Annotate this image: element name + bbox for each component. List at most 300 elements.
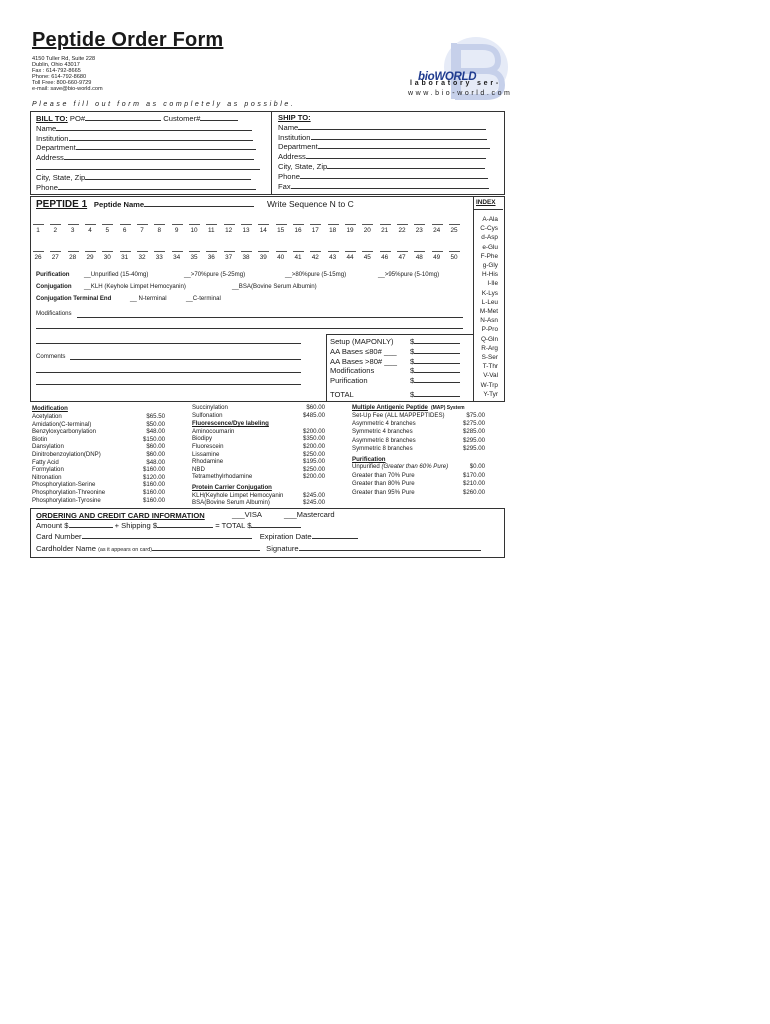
ship-address-label: Address xyxy=(278,152,306,162)
fluorescence-price: $250.00 xyxy=(302,450,325,458)
po-label: PO# xyxy=(69,114,86,123)
index-item: W-Trp xyxy=(480,381,498,389)
purification-options xyxy=(36,271,70,278)
cost-dollar: $ xyxy=(410,389,415,399)
expiration-label: Expiration Date xyxy=(259,532,312,541)
map-purification-name: Greater than 70% Pure xyxy=(352,471,415,479)
fluorescence-price: $200.00 xyxy=(302,473,325,481)
address-line: Dublin, Ohio 43017 xyxy=(32,62,80,69)
sequence-position-number: 17 xyxy=(311,227,319,234)
modification-price: $48.00 xyxy=(146,458,165,466)
bill-name-field[interactable] xyxy=(56,124,252,131)
modification-name: Fatty Acid xyxy=(32,458,59,466)
sequence-residue-line[interactable] xyxy=(345,251,356,252)
index-item: F-Phe xyxy=(480,252,498,260)
customer-field[interactable] xyxy=(200,114,238,121)
cost-setup-label: Setup (MAPONLY) xyxy=(330,337,394,346)
visa-option[interactable]: ___VISA xyxy=(232,510,262,519)
conj-klh-option[interactable]: __KLH (Keyhole Limpet Hemocyanin) xyxy=(84,283,186,290)
card-number-field[interactable] xyxy=(82,532,252,539)
sequence-residue-line[interactable] xyxy=(362,224,373,225)
signature-field[interactable] xyxy=(299,544,481,551)
middle-item-price: $485.00 xyxy=(302,411,325,419)
peptide-header xyxy=(36,199,354,210)
ship-city-label: City, State, Zip xyxy=(278,161,328,171)
sequence-residue-line[interactable] xyxy=(224,251,235,252)
cardholder-field[interactable] xyxy=(152,544,260,551)
terminal-label: Conjugation Terminal End xyxy=(36,295,112,302)
peptide-name-field[interactable] xyxy=(144,200,254,207)
middle-item-price: $60.00 xyxy=(306,404,325,411)
sequence-position-number: 33 xyxy=(155,254,163,261)
index-item: d-Asp xyxy=(481,234,498,242)
bill-phone-field[interactable] xyxy=(58,183,256,190)
sequence-position-number: 40 xyxy=(277,254,285,261)
carrier-heading: Protein Carrier Conjugation xyxy=(192,484,272,491)
sequence-position-number: 48 xyxy=(415,254,423,261)
modification-name: Nitronation xyxy=(32,473,62,481)
address-line: 4150 Tuller Rd, Suite 228 xyxy=(32,56,96,62)
sequence-position-number: 25 xyxy=(450,227,458,234)
modification-name: Acetylation xyxy=(32,413,62,420)
cardholder-label: Cardholder Name xyxy=(36,544,96,553)
fluorescence-name: Aminocoumarin xyxy=(192,427,235,435)
index-item: C-Cys xyxy=(480,225,498,233)
sequence-position-number: 14 xyxy=(259,227,267,234)
mastercard-option[interactable]: ___Mastercard xyxy=(284,510,335,519)
purif-80-option[interactable]: __>80%pure (5-15mg) xyxy=(285,271,347,278)
sequence-position-number: 6 xyxy=(122,227,127,234)
terminal-c-option[interactable]: __C-terminal xyxy=(186,295,221,302)
map-heading: Multiple Antigenic Peptide xyxy=(352,404,428,411)
index-item: R-Arg xyxy=(481,344,498,352)
map-item-price: $75.00 xyxy=(466,411,485,419)
sequence-position-number: 3 xyxy=(70,227,75,234)
cost-dollar: $ xyxy=(410,346,415,356)
index-item: S-Ser xyxy=(481,354,498,361)
address-line: Fax : 614-792-8665 xyxy=(32,68,81,75)
modifications-field[interactable] xyxy=(77,317,463,318)
map-purification-price: $0.00 xyxy=(469,463,485,471)
fluorescence-price: $195.00 xyxy=(302,458,325,466)
sequence-position-number: 22 xyxy=(398,227,406,234)
map-item-price: $285.00 xyxy=(462,428,485,436)
sequence-position-number: 18 xyxy=(329,227,337,234)
cost-values xyxy=(410,337,460,400)
cost-aa-le80-field[interactable] xyxy=(414,347,460,354)
modification-name: Phosphorylation-Serine xyxy=(32,481,96,489)
sequence-position-number: 42 xyxy=(311,254,319,261)
sequence-position-number: 46 xyxy=(381,254,389,261)
bill-phone-label: Phone xyxy=(36,182,58,192)
ship-phone-label: Phone xyxy=(278,171,300,181)
index-item: Y-Tyr xyxy=(483,390,498,398)
amount-label: Amount $ xyxy=(36,521,69,530)
terminal-n-option[interactable]: __ N-terminal xyxy=(130,295,167,302)
conjugation-label: Conjugation xyxy=(36,283,72,290)
map-heading-small: (MAP) System xyxy=(430,405,465,411)
fluorescence-name: Fluorescein xyxy=(192,443,224,450)
modification-price: $160.00 xyxy=(142,496,165,504)
bill-to-heading: BILL TO: xyxy=(36,114,68,123)
payment-header xyxy=(36,511,205,520)
amount-row xyxy=(36,521,301,531)
fluorescence-name: Rhodamine xyxy=(192,458,224,466)
card-row xyxy=(36,532,358,542)
sequence-position-number: 24 xyxy=(433,227,441,234)
sequence-position-number: 23 xyxy=(415,227,423,234)
map-purification-name: Unpurified (Greater than 60% Pure) xyxy=(352,463,449,471)
sequence-residue-line[interactable] xyxy=(276,251,287,252)
sequence-residue-line[interactable] xyxy=(449,224,460,225)
sequence-residue-line[interactable] xyxy=(328,251,339,252)
sequence-residue-line[interactable] xyxy=(380,224,391,225)
bill-address-label: Address xyxy=(36,153,64,163)
sequence-residue-line[interactable] xyxy=(189,224,200,225)
sequence-residue-line[interactable] xyxy=(154,224,165,225)
po-field[interactable] xyxy=(85,114,161,121)
bill-institution-label: Institution xyxy=(36,133,69,143)
sequence-position-number: 26 xyxy=(34,254,42,261)
cost-dollar: $ xyxy=(410,337,415,346)
comments-field-3[interactable] xyxy=(36,384,301,385)
bill-address-field-2[interactable] xyxy=(36,163,260,170)
sequence-residue-line[interactable] xyxy=(432,224,443,225)
ship-fax-field[interactable] xyxy=(291,182,489,189)
modification-price: $48.00 xyxy=(146,428,165,436)
sequence-position-number: 36 xyxy=(207,254,215,261)
sequence-residue-line[interactable] xyxy=(120,224,131,225)
ship-city-field[interactable] xyxy=(327,162,485,169)
sequence-residue-line[interactable] xyxy=(449,251,460,252)
sequence-residue-line[interactable] xyxy=(258,224,269,225)
ship-institution-label: Institution xyxy=(278,132,311,142)
sequence-position-number: 12 xyxy=(225,227,233,234)
ship-department-field[interactable] xyxy=(318,142,490,149)
map-purification-heading: Purification xyxy=(352,455,386,463)
modification-name: Phosphorylation-Tyrosine xyxy=(32,496,101,504)
sequence-position-number: 13 xyxy=(242,227,250,234)
sequence-position-number: 27 xyxy=(51,254,59,261)
modification-price: $120.00 xyxy=(142,473,165,481)
cost-total-label: TOTAL xyxy=(330,389,354,399)
sequence-position-number: 31 xyxy=(121,254,129,261)
sequence-residue-line[interactable] xyxy=(241,251,252,252)
fluorescence-price: $350.00 xyxy=(302,435,325,443)
cost-aa-gt80-field[interactable] xyxy=(414,357,460,364)
form-title: Peptide Order Form xyxy=(32,29,224,51)
modifications-field-3[interactable] xyxy=(36,343,301,344)
sequence-residue-line[interactable] xyxy=(414,224,425,225)
shipping-label: + Shipping $ xyxy=(114,521,158,530)
index-item: V-Val xyxy=(483,372,498,380)
modifications-field-2[interactable] xyxy=(36,328,463,329)
logo-subtitle: laboratory ser- xyxy=(410,80,502,87)
sequence-position-number: 45 xyxy=(363,254,371,261)
sequence-residue-line[interactable] xyxy=(137,224,148,225)
sequence-residue-line[interactable] xyxy=(206,251,217,252)
sequence-position-number: 19 xyxy=(346,227,354,234)
modification-price: $160.00 xyxy=(142,466,165,474)
index-item: N-Asn xyxy=(480,317,498,325)
bill-department-field[interactable] xyxy=(76,143,256,150)
fluorescence-name: Tetramethylrhodamine xyxy=(192,473,253,481)
sequence-residue-line[interactable] xyxy=(310,224,321,225)
logo-text: bioWORLD xyxy=(418,71,477,83)
map-purification-name: Greater than 80% Pure xyxy=(352,480,415,488)
modification-name: Benzyloxycarbonylation xyxy=(32,428,97,436)
sequence-residue-line[interactable] xyxy=(120,251,131,252)
sequence-position-number: 10 xyxy=(190,227,198,234)
sequence-residue-line[interactable] xyxy=(172,224,183,225)
fluorescence-name: Lissamine xyxy=(192,450,220,458)
cardholder-note: (as it appears on card) xyxy=(98,547,152,553)
modification-price: $150.00 xyxy=(142,435,165,443)
address-line: e-mail: save@bio-world.com xyxy=(32,86,103,93)
purification-label: Purification xyxy=(36,271,70,278)
modification-price: $60.00 xyxy=(146,451,165,458)
map-item-price: $295.00 xyxy=(462,445,485,453)
sequence-position-number: 29 xyxy=(86,254,94,261)
ship-name-field[interactable] xyxy=(298,123,486,130)
purity-note: (Greater than 60% Pure) xyxy=(381,463,449,471)
sequence-position-number: 38 xyxy=(242,254,250,261)
carrier-name: KLH(Keyhole Limpet Hemocyanin xyxy=(192,491,284,499)
sequence-position-number: 28 xyxy=(69,254,77,261)
cost-modifications-field[interactable] xyxy=(414,366,460,373)
fluorescence-name: Biodipy xyxy=(192,435,212,443)
purif-unpurified-option[interactable]: __Unpurified (15-40mg) xyxy=(84,271,149,278)
sequence-residue-line[interactable] xyxy=(345,224,356,225)
sequence-residue-line[interactable] xyxy=(189,251,200,252)
sequence-position-number: 41 xyxy=(294,254,302,261)
carrier-name: BSA(Bovine Serum Albumin) xyxy=(192,499,270,507)
sequence-residue-line[interactable] xyxy=(68,224,79,225)
index-heading: INDEX xyxy=(476,199,496,206)
sequence-residue-line[interactable] xyxy=(33,251,44,252)
modification-name: Dansylation xyxy=(32,443,64,451)
sequence-residue-line[interactable] xyxy=(414,251,425,252)
map-item-name: Symmetric 8 branches xyxy=(352,445,413,453)
bill-institution-field[interactable] xyxy=(69,134,253,141)
sequence-residue-line[interactable] xyxy=(328,224,339,225)
cost-setup-field[interactable] xyxy=(414,337,460,344)
cost-dollar: $ xyxy=(410,356,415,366)
sequence-residue-line[interactable] xyxy=(137,251,148,252)
sequence-residue-line[interactable] xyxy=(85,224,96,225)
cost-modifications-label: Modifications xyxy=(330,366,375,376)
sequence-residue-line[interactable] xyxy=(50,224,61,225)
index-item: P-Pro xyxy=(481,326,498,334)
map-item-name: Asymmetric 4 branches xyxy=(352,420,416,427)
ship-name-label: Name xyxy=(278,122,299,132)
sequence-position-number: 7 xyxy=(140,227,144,234)
comments-field[interactable] xyxy=(70,359,301,360)
sequence-residue-line[interactable] xyxy=(50,251,61,252)
fluorescence-price: $250.00 xyxy=(302,465,325,473)
map-item-name: Symmetric 4 branches xyxy=(352,428,413,436)
sequence-position-number: 49 xyxy=(433,254,441,261)
sequence-residue-line[interactable] xyxy=(276,224,287,225)
index-item: K-Lys xyxy=(481,289,498,297)
sequence-position-number: 20 xyxy=(363,227,371,234)
card-number-label: Card Number xyxy=(36,532,82,541)
sequence-position-number: 2 xyxy=(53,227,58,234)
ship-fax-label: Fax xyxy=(278,181,291,191)
expiration-field[interactable] xyxy=(312,532,358,539)
cost-aa-le80-label: AA Bases ≤80# ___ xyxy=(330,346,397,356)
total-label: = TOTAL $ xyxy=(215,521,252,530)
ship-department-label: Department xyxy=(278,142,318,152)
fluorescence-price: $200.00 xyxy=(302,443,325,450)
signature-label: Signature xyxy=(266,544,299,553)
sequence-residue-line[interactable] xyxy=(397,251,408,252)
logo-url: www.bio-world.com xyxy=(408,90,513,97)
modification-price: $160.00 xyxy=(142,489,165,496)
cost-dollar: $ xyxy=(410,376,415,386)
sequence-position-number: 21 xyxy=(381,227,389,234)
sequence-residue-line[interactable] xyxy=(362,251,373,252)
sequence-residue-line[interactable] xyxy=(206,224,217,225)
modification-name: Dinitrobenzoylation(DNP) xyxy=(32,451,101,458)
sequence-position-number: 5 xyxy=(105,227,110,234)
cost-purification-label: Purification xyxy=(330,376,368,386)
map-item-name: Set-Up Fee (ALL MAPPEPTIDES) xyxy=(352,411,445,419)
sequence-position-number: 4 xyxy=(88,227,92,234)
map-purification-price: $210.00 xyxy=(462,480,485,488)
sequence-position-number: 44 xyxy=(346,254,354,261)
sequence-residue-line[interactable] xyxy=(397,224,408,225)
sequence-residue-line[interactable] xyxy=(258,251,269,252)
modification-price: $50.00 xyxy=(146,420,165,428)
map-item-price: $275.00 xyxy=(462,420,485,427)
sequence-residue-line[interactable] xyxy=(33,224,44,225)
address-line: Phone: 614-792-8680 xyxy=(32,74,87,81)
sequence-label: Write Sequence N to C xyxy=(266,199,354,209)
peptide-name-label: Peptide Name xyxy=(93,200,145,209)
customer-label: Customer# xyxy=(163,114,201,123)
sequence-residue-line[interactable] xyxy=(85,251,96,252)
ship-to-section xyxy=(278,114,498,191)
sequence-position-number: 50 xyxy=(450,254,458,261)
shipping-field[interactable] xyxy=(157,521,213,528)
modification-name: Formylation xyxy=(32,466,64,474)
sequence-position-number: 16 xyxy=(294,227,302,234)
total-field[interactable] xyxy=(251,521,301,528)
index-item: M-Met xyxy=(479,308,498,315)
ship-address-field[interactable] xyxy=(306,152,486,159)
index-item: e-Glu xyxy=(482,243,498,251)
cost-labels xyxy=(330,337,397,400)
index-item: L-Leu xyxy=(481,298,498,306)
bill-to-section xyxy=(36,114,264,192)
cost-dollar: $ xyxy=(410,366,415,376)
sequence-residue-line[interactable] xyxy=(224,224,235,225)
cardholder-row xyxy=(36,544,481,555)
map-purification-name: Greater than 95% Pure xyxy=(352,488,415,496)
address-line: Toll Free: 800-660-9729 xyxy=(32,80,92,87)
sequence-position-number: 30 xyxy=(103,254,111,261)
sequence-position-number: 39 xyxy=(259,254,267,261)
bill-city-label: City, State, Zip xyxy=(36,172,86,182)
sequence-position-number: 11 xyxy=(207,227,215,234)
address-divider xyxy=(271,111,272,194)
modification-price: $65.50 xyxy=(146,413,165,420)
index-item: Q-Gln xyxy=(480,335,498,343)
sequence-position-number: 32 xyxy=(138,254,146,261)
sequence-position-number: 37 xyxy=(225,254,233,261)
fluorescence-name: NBD xyxy=(192,465,205,473)
bill-department-label: Department xyxy=(36,143,76,153)
amount-field[interactable] xyxy=(69,521,113,528)
comments-field-2[interactable] xyxy=(36,372,301,373)
sequence-position-number: 8 xyxy=(157,227,162,234)
bill-address-field[interactable] xyxy=(64,153,254,160)
modification-heading: Modification xyxy=(32,405,68,412)
sequence-residue-line[interactable] xyxy=(293,251,304,252)
sequence-position-number: 1 xyxy=(36,227,40,234)
ship-institution-field[interactable] xyxy=(311,133,487,140)
sequence-residue-line[interactable] xyxy=(68,251,79,252)
index-item: H-His xyxy=(482,271,498,279)
payment-heading: ORDERING AND CREDIT CARD INFORMATION xyxy=(36,511,205,520)
sequence-residue-line[interactable] xyxy=(241,224,252,225)
map-heading-row xyxy=(352,404,465,411)
cost-total-field[interactable] xyxy=(414,390,460,397)
sequence-residue-line[interactable] xyxy=(154,251,165,252)
sequence-residue-line[interactable] xyxy=(432,251,443,252)
middle-item-name: Succinylation xyxy=(192,404,228,411)
sequence-residue-line[interactable] xyxy=(293,224,304,225)
sequence-position-number: 35 xyxy=(190,254,198,261)
conj-bsa-option[interactable]: __BSA(Bovine Serum Albumin) xyxy=(232,283,317,290)
modifications-label: Modifications xyxy=(36,310,72,317)
cost-purification-field[interactable] xyxy=(414,376,460,383)
sequence-position-number: 9 xyxy=(174,227,179,234)
company-address xyxy=(32,56,103,93)
bill-city-field[interactable] xyxy=(85,173,251,180)
map-purification-price: $170.00 xyxy=(462,471,485,479)
sequence-position-number: 15 xyxy=(277,227,285,234)
sequence-position-number: 43 xyxy=(329,254,337,261)
fluorescence-price: $200.00 xyxy=(302,427,325,435)
fluorescence-heading: Fluorescence/Dye labeling xyxy=(192,420,269,428)
ship-to-heading: SHIP TO: xyxy=(278,113,311,122)
map-item-price: $295.00 xyxy=(462,436,485,444)
ship-phone-field[interactable] xyxy=(300,172,488,179)
modification-price: $160.00 xyxy=(142,481,165,489)
carrier-price: $245.00 xyxy=(302,499,325,507)
peptide-heading: PEPTIDE 1 xyxy=(36,199,88,210)
bill-name-label: Name xyxy=(36,123,57,133)
purif-95-option[interactable]: __>95%pure (5-10mg) xyxy=(378,271,440,278)
sequence-residue-line[interactable] xyxy=(102,251,113,252)
sequence-position-number: 47 xyxy=(398,254,406,261)
modification-name: Phosphorylation-Threonine xyxy=(32,489,106,496)
modification-price: $60.00 xyxy=(146,443,165,451)
purif-70-option[interactable]: __>70%pure (5-25mg) xyxy=(184,271,246,278)
sequence-residue-line[interactable] xyxy=(310,251,321,252)
instruction-text: Please fill out form as completely as possible. xyxy=(32,101,296,108)
comments-label: Comments xyxy=(36,353,66,360)
sequence-residue-line[interactable] xyxy=(380,251,391,252)
carrier-price: $245.00 xyxy=(302,491,325,499)
index-item: A-Ala xyxy=(482,216,498,223)
sequence-residue-line[interactable] xyxy=(172,251,183,252)
middle-item-name: Sulfonation xyxy=(192,411,223,419)
sequence-residue-line[interactable] xyxy=(102,224,113,225)
cost-aa-gt80-label: AA Bases >80# ___ xyxy=(330,356,397,366)
